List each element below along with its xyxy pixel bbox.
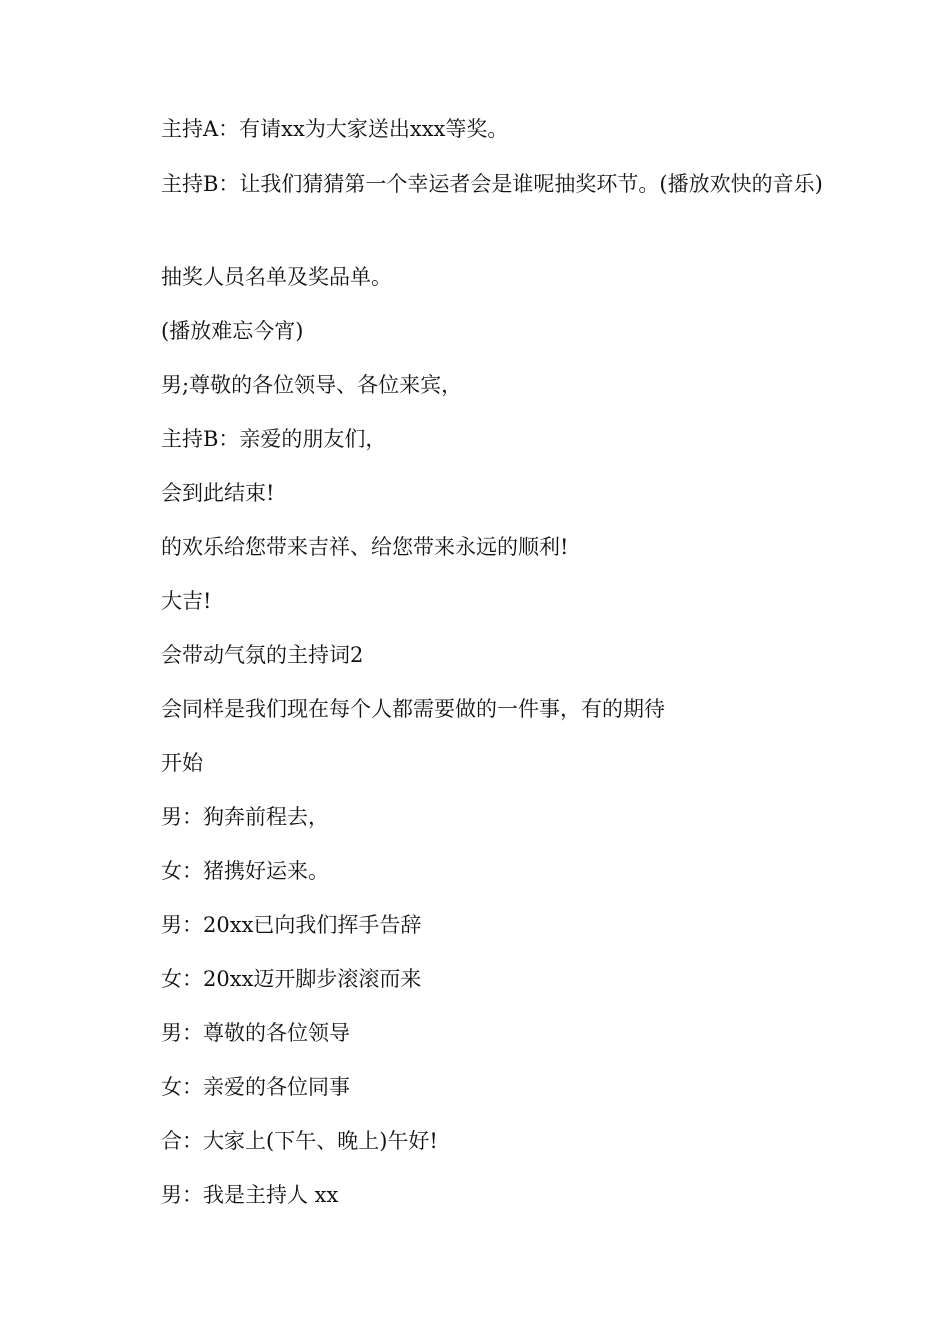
paragraph-20: 男：我是主持人 xx [161, 1183, 339, 1207]
paragraph-17: 男：尊敬的各位领导 [161, 1021, 350, 1045]
paragraph-8: 的欢乐给您带来吉祥、给您带来永远的顺利! [161, 535, 569, 559]
paragraph-13: 男：狗奔前程去， [161, 805, 329, 829]
paragraph-3: 抽奖人员名单及奖品单。 [161, 265, 392, 289]
paragraph-1: 主持A：有请xx为大家送出xxx等奖。 [161, 117, 509, 141]
paragraph-14: 女：猪携好运来。 [161, 859, 329, 883]
paragraph-2: 主持B：让我们猜猜第一个幸运者会是谁呢抽奖环节。(播放欢快的音乐) [161, 172, 823, 196]
paragraph-18: 女：亲爱的各位同事 [161, 1075, 350, 1099]
paragraph-19: 合：大家上(下午、晚上)午好! [161, 1129, 438, 1153]
paragraph-16: 女：20xx迈开脚步滚滚而来 [161, 967, 422, 991]
paragraph-12: 开始 [161, 751, 203, 775]
paragraph-15: 男：20xx已向我们挥手告辞 [161, 913, 422, 937]
paragraph-11: 会同样是我们现在每个人都需要做的一件事，有的期待 [161, 697, 665, 721]
paragraph-7: 会到此结束! [161, 481, 275, 505]
paragraph-4: (播放难忘今宵) [161, 319, 304, 343]
paragraph-6: 主持B：亲爱的朋友们， [161, 427, 387, 451]
paragraph-10: 会带动气氛的主持词2 [161, 643, 364, 667]
paragraph-5: 男;尊敬的各位领导、各位来宾， [161, 373, 463, 397]
paragraph-9: 大吉! [161, 589, 212, 613]
